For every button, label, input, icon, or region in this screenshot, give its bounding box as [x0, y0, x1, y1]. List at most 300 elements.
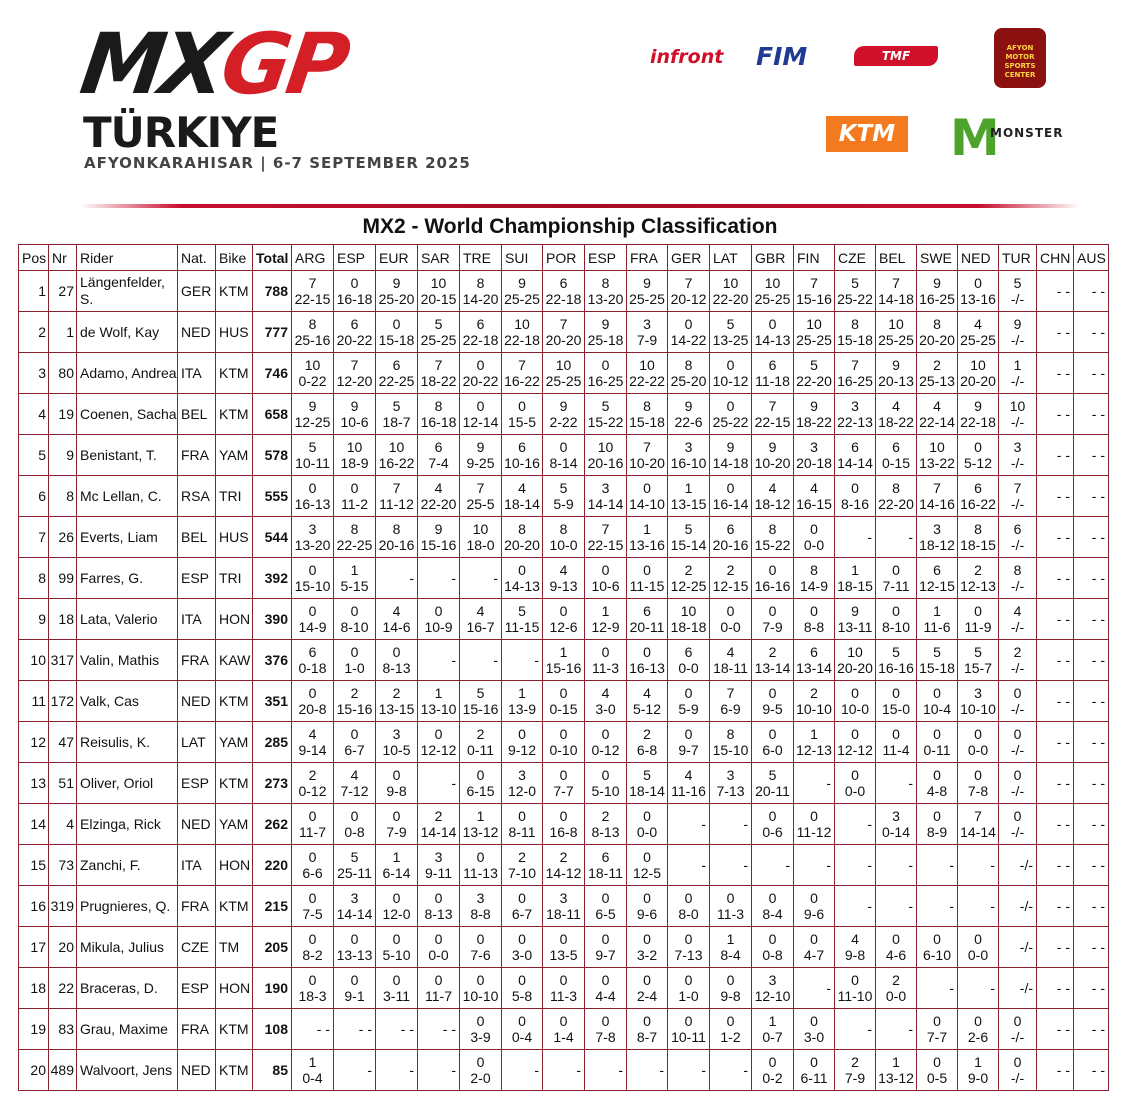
- round-points: 8: [768, 521, 777, 537]
- heat-positions: -/-: [1010, 742, 1025, 758]
- position-cell: 4: [19, 394, 49, 435]
- round-points: 6: [892, 439, 900, 455]
- heat-positions: 25-20: [378, 291, 415, 307]
- round-points: 3: [726, 767, 735, 783]
- total-points-cell: 390: [253, 599, 292, 640]
- nationality-cell: ITA: [178, 599, 216, 640]
- round-result-cell: [876, 476, 917, 517]
- round-result-cell: [585, 1009, 627, 1050]
- heat-positions: 2-22: [549, 414, 578, 430]
- round-points: 0: [518, 972, 526, 988]
- round-points: 1: [768, 1013, 777, 1029]
- heat-positions: 12-12: [420, 742, 457, 758]
- heat-positions: 10-20: [754, 455, 791, 471]
- column-header: FIN: [794, 245, 835, 271]
- round-result-cell: [627, 763, 668, 804]
- nationality-cell: NED: [178, 681, 216, 722]
- round-result-cell: [917, 558, 958, 599]
- round-result-cell: - -: [1037, 927, 1074, 968]
- heat-positions: 16-16: [754, 578, 791, 594]
- round-result-cell: [752, 435, 794, 476]
- round-result-cell: [999, 435, 1037, 476]
- round-result-cell: [917, 640, 958, 681]
- round-result-cell: -: [710, 804, 752, 845]
- round-points: 0: [684, 726, 693, 742]
- round-points: 9: [601, 316, 610, 332]
- round-result-cell: [418, 968, 460, 1009]
- heat-positions: 6-11: [800, 1070, 828, 1086]
- monster-wordmark: MONSTER: [990, 126, 1064, 140]
- round-result-cell: - -: [1074, 886, 1109, 927]
- round-result-cell: [835, 476, 876, 517]
- rider-cell: Benistant, T.: [77, 435, 178, 476]
- round-points: 2: [810, 685, 818, 701]
- round-result-cell: [292, 845, 334, 886]
- round-points: 9: [1013, 316, 1022, 332]
- round-points: 2: [601, 808, 610, 824]
- round-points: 4: [308, 726, 317, 742]
- round-result-cell: - -: [1074, 599, 1109, 640]
- round-result-cell: [460, 1050, 502, 1091]
- round-result-cell: [668, 312, 710, 353]
- round-result-cell: - -: [1074, 763, 1109, 804]
- round-points: 10: [346, 439, 363, 455]
- round-result-cell: [376, 599, 418, 640]
- total-points-cell: 544: [253, 517, 292, 558]
- round-result-cell: [585, 763, 627, 804]
- round-result-cell: [752, 312, 794, 353]
- heat-positions: 7-8: [595, 1029, 616, 1045]
- round-points: 0: [518, 398, 526, 414]
- heat-positions: 0-0: [636, 824, 658, 840]
- total-points-cell: 108: [253, 1009, 292, 1050]
- round-result-cell: [292, 927, 334, 968]
- round-points: 9: [726, 439, 735, 455]
- bike-cell: YAM: [216, 722, 253, 763]
- round-result-cell: [543, 927, 585, 968]
- round-points: 0: [601, 931, 610, 947]
- round-points: 0: [350, 644, 359, 660]
- round-result-cell: -/-: [999, 845, 1037, 886]
- round-points: 10: [597, 439, 614, 455]
- round-points: 3: [684, 439, 693, 455]
- round-points: 0: [726, 357, 735, 373]
- heat-positions: 25-25: [545, 373, 582, 389]
- heat-positions: 22-18: [504, 332, 540, 348]
- heat-positions: 14-9: [799, 578, 829, 594]
- heat-positions: 8-7: [636, 1029, 658, 1045]
- round-result-cell: [292, 599, 334, 640]
- column-header: AUS: [1074, 245, 1109, 271]
- heat-positions: 15-16: [545, 660, 582, 676]
- classification-table: [18, 244, 1109, 1091]
- rider-cell: Grau, Maxime: [77, 1009, 178, 1050]
- heat-positions: 16-22: [504, 373, 540, 389]
- round-points: 0: [768, 562, 777, 578]
- heat-positions: 25-22: [837, 291, 873, 307]
- table-row: [19, 558, 1109, 599]
- position-cell: 19: [19, 1009, 49, 1050]
- heat-positions: 0-11: [467, 742, 494, 758]
- heat-positions: 5-10: [591, 783, 620, 799]
- heat-positions: 10-10: [960, 701, 996, 717]
- round-result-cell: [376, 845, 418, 886]
- round-result-cell: [876, 312, 917, 353]
- round-points: 7: [601, 521, 610, 537]
- mxgp-logo: [75, 15, 352, 113]
- heat-positions: 11-7: [425, 988, 452, 1004]
- bike-cell: KTM: [216, 1050, 253, 1091]
- heat-positions: 18-11: [588, 865, 623, 881]
- round-points: 6: [518, 439, 526, 455]
- round-points: 6: [851, 439, 859, 455]
- round-points: 0: [768, 603, 777, 619]
- round-points: 4: [974, 316, 982, 332]
- round-result-cell: - -: [1074, 1050, 1109, 1091]
- round-result-cell: - -: [1037, 558, 1074, 599]
- heat-positions: 14-18: [712, 455, 749, 471]
- round-points: 1: [974, 1054, 982, 1070]
- round-points: 2: [518, 849, 526, 865]
- heat-positions: 0-14: [881, 824, 911, 840]
- round-result-cell: [460, 845, 502, 886]
- round-points: 0: [768, 1054, 777, 1070]
- round-result-cell: [876, 804, 917, 845]
- heat-positions: 9-12: [507, 742, 537, 758]
- round-points: 3: [434, 849, 443, 865]
- heat-positions: 18-12: [754, 496, 791, 512]
- round-points: 0: [434, 603, 443, 619]
- round-result-cell: -: [835, 886, 876, 927]
- round-points: 10: [430, 275, 447, 291]
- round-result-cell: -: [460, 640, 502, 681]
- round-result-cell: [835, 599, 876, 640]
- heat-positions: 5-12: [963, 455, 993, 471]
- round-result-cell: [835, 763, 876, 804]
- round-points: 2: [392, 685, 401, 701]
- heat-positions: 11-2: [341, 496, 368, 512]
- heat-positions: 13-10: [420, 701, 457, 717]
- round-points: 0: [476, 849, 485, 865]
- round-result-cell: [668, 681, 710, 722]
- round-result-cell: [710, 640, 752, 681]
- round-points: 0: [434, 890, 443, 906]
- table-row: [19, 476, 1109, 517]
- round-points: 0: [1013, 1054, 1022, 1070]
- round-points: 2: [933, 357, 941, 373]
- heat-positions: 11-7: [299, 824, 326, 840]
- round-result-cell: [917, 927, 958, 968]
- table-row: [19, 517, 1109, 558]
- round-points: 0: [684, 1013, 693, 1029]
- column-header: EUR: [376, 245, 418, 271]
- round-points: 7: [684, 275, 693, 291]
- round-result-cell: - -: [1074, 927, 1109, 968]
- round-result-cell: [958, 1009, 999, 1050]
- heat-positions: 11-10: [837, 988, 873, 1004]
- round-result-cell: [958, 394, 999, 435]
- round-result-cell: - -: [1074, 558, 1109, 599]
- heat-positions: 7-5: [302, 906, 323, 922]
- round-points: 0: [684, 972, 693, 988]
- round-result-cell: -: [502, 640, 543, 681]
- round-points: 2: [1013, 644, 1022, 660]
- heat-positions: 9-6: [636, 906, 658, 922]
- round-result-cell: [334, 353, 376, 394]
- heat-positions: 4-4: [595, 988, 616, 1004]
- round-points: 0: [810, 521, 818, 537]
- round-points: 8: [601, 275, 610, 291]
- heat-positions: 16-13: [294, 496, 331, 512]
- round-result-cell: [752, 804, 794, 845]
- round-result-cell: [418, 804, 460, 845]
- heat-positions: 15-7: [963, 660, 993, 676]
- round-result-cell: [668, 599, 710, 640]
- round-points: 8: [559, 521, 568, 537]
- round-points: 9: [974, 398, 982, 414]
- round-result-cell: [292, 271, 334, 312]
- round-points: 4: [434, 480, 443, 496]
- heat-positions: 6-8: [636, 742, 658, 758]
- heat-positions: 12-13: [796, 742, 832, 758]
- round-result-cell: - -: [334, 1009, 376, 1050]
- heat-positions: 5-9: [678, 701, 699, 717]
- heat-positions: 14-13: [754, 332, 791, 348]
- round-result-cell: [917, 681, 958, 722]
- heat-positions: 15-16: [796, 291, 832, 307]
- round-result-cell: [876, 558, 917, 599]
- round-result-cell: [376, 394, 418, 435]
- column-header: FRA: [627, 245, 668, 271]
- heat-positions: 25-18: [587, 332, 624, 348]
- nationality-cell: ESP: [178, 763, 216, 804]
- round-points: 0: [933, 808, 941, 824]
- round-result-cell: - -: [1074, 435, 1109, 476]
- round-result-cell: [460, 435, 502, 476]
- round-points: 0: [350, 931, 359, 947]
- round-result-cell: -: [794, 845, 835, 886]
- round-result-cell: [334, 271, 376, 312]
- heat-positions: 11-15: [629, 578, 665, 594]
- round-result-cell: [752, 271, 794, 312]
- round-result-cell: [999, 271, 1037, 312]
- round-points: 8: [684, 357, 693, 373]
- round-result-cell: [585, 722, 627, 763]
- heat-positions: 7-9: [636, 332, 658, 348]
- round-points: 0: [768, 808, 777, 824]
- round-points: 1: [892, 1054, 900, 1070]
- round-result-cell: [502, 804, 543, 845]
- round-result-cell: [668, 476, 710, 517]
- round-points: 0: [518, 562, 526, 578]
- round-points: 0: [933, 767, 941, 783]
- round-points: 5: [768, 767, 777, 783]
- heat-positions: 18-11: [546, 906, 581, 922]
- round-points: 4: [601, 685, 610, 701]
- round-points: 0: [308, 849, 317, 865]
- heat-positions: 20-8: [298, 701, 327, 717]
- table-header-row: [19, 245, 1109, 271]
- total-points-cell: 273: [253, 763, 292, 804]
- monster-claw-icon: M: [950, 109, 1000, 167]
- nationality-cell: NED: [178, 804, 216, 845]
- round-points: 9: [350, 398, 359, 414]
- round-result-cell: [876, 353, 917, 394]
- round-result-cell: [292, 517, 334, 558]
- round-points: 0: [559, 603, 568, 619]
- round-result-cell: -/-: [999, 927, 1037, 968]
- round-points: 2: [308, 767, 317, 783]
- heat-positions: 22-18: [545, 291, 582, 307]
- round-points: 5: [392, 398, 401, 414]
- round-points: 0: [933, 1054, 941, 1070]
- round-result-cell: [752, 599, 794, 640]
- heat-positions: 18-0: [466, 537, 495, 553]
- round-result-cell: [627, 435, 668, 476]
- round-points: 0: [643, 1013, 651, 1029]
- number-cell: 73: [49, 845, 77, 886]
- heat-positions: 8-8: [470, 906, 491, 922]
- round-points: 2: [974, 562, 982, 578]
- round-result-cell: [710, 1009, 752, 1050]
- heat-positions: 0-4: [302, 1070, 323, 1086]
- round-result-cell: [627, 968, 668, 1009]
- position-cell: 5: [19, 435, 49, 476]
- round-result-cell: [876, 968, 917, 1009]
- round-result-cell: -: [876, 845, 917, 886]
- round-result-cell: [627, 640, 668, 681]
- round-result-cell: [502, 435, 543, 476]
- round-result-cell: [710, 968, 752, 1009]
- heat-positions: -/-: [1010, 701, 1025, 717]
- heat-positions: 7-7: [926, 1029, 948, 1045]
- heat-positions: 11-15: [504, 619, 540, 635]
- round-result-cell: [460, 599, 502, 640]
- round-result-cell: [585, 968, 627, 1009]
- round-result-cell: [585, 312, 627, 353]
- column-header: Pos: [19, 245, 49, 271]
- heat-positions: 14-20: [462, 291, 499, 307]
- heat-positions: 12-0: [507, 783, 537, 799]
- heat-positions: 14-14: [336, 906, 373, 922]
- round-points: 7: [643, 439, 651, 455]
- heat-positions: 11-6: [923, 619, 951, 635]
- round-points: 0: [810, 603, 818, 619]
- round-points: 0: [726, 480, 735, 496]
- heat-positions: 14-12: [545, 865, 582, 881]
- round-result-cell: [376, 476, 418, 517]
- round-result-cell: [627, 517, 668, 558]
- heat-positions: 16-25: [587, 373, 624, 389]
- round-points: 0: [726, 603, 735, 619]
- heat-positions: 25-22: [712, 414, 749, 430]
- round-result-cell: [585, 558, 627, 599]
- bike-cell: HON: [216, 845, 253, 886]
- round-result-cell: [917, 722, 958, 763]
- heat-positions: 12-15: [712, 578, 749, 594]
- round-result-cell: - -: [1074, 681, 1109, 722]
- heat-positions: 7-12: [340, 783, 369, 799]
- number-cell: 489: [49, 1050, 77, 1091]
- heat-positions: 18-9: [340, 455, 369, 471]
- heat-positions: 3-2: [636, 947, 658, 963]
- table-row: [19, 968, 1109, 1009]
- round-result-cell: [794, 1009, 835, 1050]
- heat-positions: 20-11: [755, 783, 790, 799]
- round-result-cell: -: [876, 886, 917, 927]
- round-points: 0: [308, 931, 317, 947]
- round-points: 0: [933, 685, 941, 701]
- round-points: 7: [559, 316, 568, 332]
- round-points: 0: [851, 480, 859, 496]
- round-points: 1: [350, 562, 359, 578]
- round-points: 3: [643, 316, 651, 332]
- round-points: 9: [559, 398, 568, 414]
- bike-cell: KTM: [216, 394, 253, 435]
- round-result-cell: [835, 927, 876, 968]
- heat-positions: 18-22: [796, 414, 832, 430]
- heat-positions: 18-3: [298, 988, 327, 1004]
- heat-positions: 10-10: [796, 701, 832, 717]
- round-result-cell: [376, 353, 418, 394]
- round-points: 9: [434, 521, 443, 537]
- round-points: 3: [768, 972, 777, 988]
- total-points-cell: 658: [253, 394, 292, 435]
- heat-positions: 7-4: [428, 455, 449, 471]
- round-result-cell: [835, 640, 876, 681]
- round-result-cell: - -: [1037, 1009, 1074, 1050]
- round-points: 6: [1013, 521, 1022, 537]
- round-result-cell: [460, 927, 502, 968]
- round-result-cell: [958, 558, 999, 599]
- round-points: 7: [768, 398, 777, 414]
- round-points: 5: [308, 439, 317, 455]
- heat-positions: 12-13: [960, 578, 996, 594]
- round-points: 10: [806, 316, 822, 332]
- heat-positions: 13-12: [462, 824, 499, 840]
- round-result-cell: -: [418, 1050, 460, 1091]
- table-row: [19, 681, 1109, 722]
- round-result-cell: [917, 394, 958, 435]
- round-result-cell: -: [835, 517, 876, 558]
- heat-positions: 11-3: [592, 660, 619, 676]
- round-result-cell: [794, 394, 835, 435]
- round-result-cell: [794, 558, 835, 599]
- round-result-cell: [543, 640, 585, 681]
- round-result-cell: [794, 353, 835, 394]
- heat-positions: 20-16: [587, 455, 624, 471]
- round-result-cell: [292, 722, 334, 763]
- round-result-cell: [710, 681, 752, 722]
- round-result-cell: [835, 353, 876, 394]
- round-points: 1: [933, 603, 941, 619]
- round-points: 4: [559, 562, 568, 578]
- logo-mx: MX: [75, 15, 230, 113]
- bike-cell: YAM: [216, 435, 253, 476]
- round-result-cell: [835, 558, 876, 599]
- heat-positions: 3-0: [595, 701, 616, 717]
- round-result-cell: [752, 394, 794, 435]
- heat-positions: 12-25: [670, 578, 707, 594]
- column-header: SAR: [418, 245, 460, 271]
- round-result-cell: [502, 968, 543, 1009]
- heat-positions: 7-10: [507, 865, 537, 881]
- number-cell: 80: [49, 353, 77, 394]
- heat-positions: 15-18: [629, 414, 665, 430]
- column-header: LAT: [710, 245, 752, 271]
- round-result-cell: [418, 312, 460, 353]
- round-points: 10: [888, 316, 904, 332]
